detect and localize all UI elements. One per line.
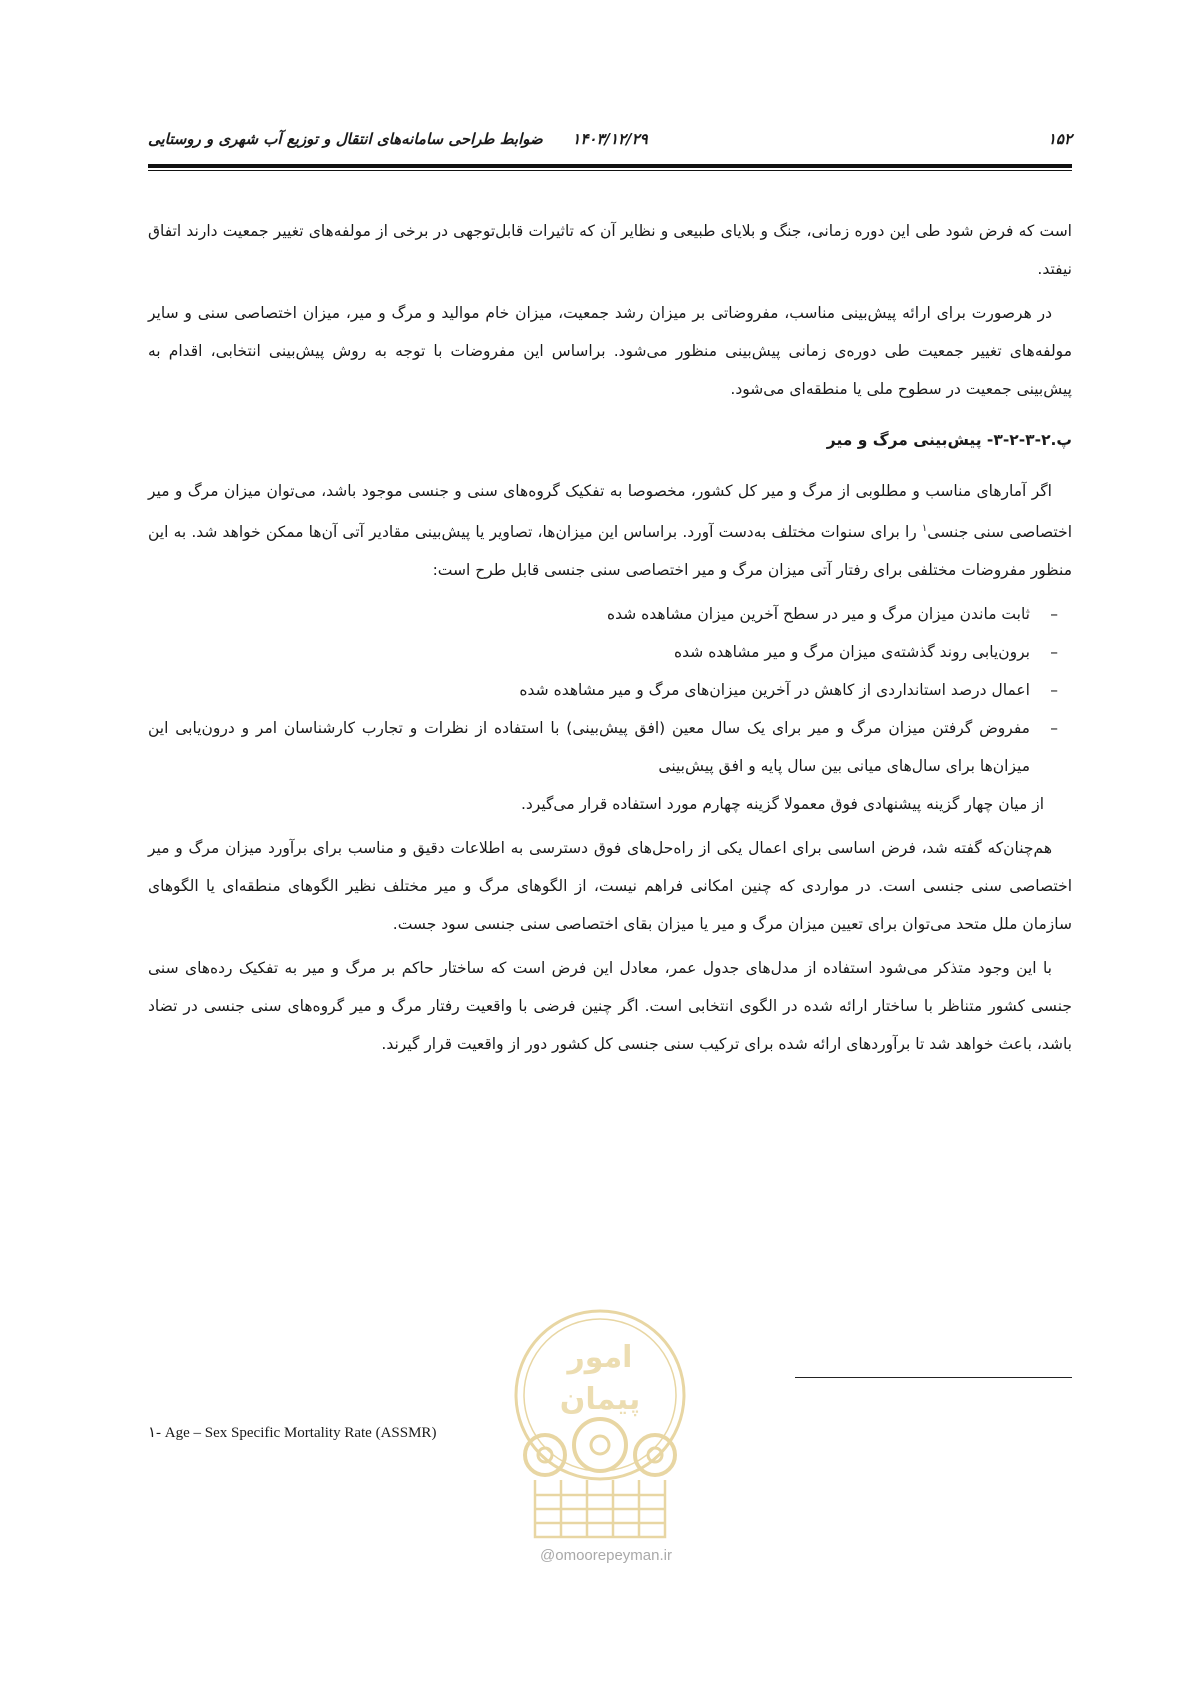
watermark-url: @omoorepeyman.ir	[540, 1547, 672, 1564]
paragraph	[148, 472, 1072, 589]
paragraph: با این وجود متذکر می‌شود استفاده از مدل‌های جدول عمر، معادل این فرض است که ساختار حاکم بر مرگ و میر به تفکیک رده‌های سنی جنسی کشور متناظر با ساختار ارائه شده در الگوی انتخابی است. اگر چنین فرضی با واقعیت رفتار مرگ و میر گروه‌های سنی جنسی در تضاد باشد، باعث خواهد شد تا برآوردهای ارائه شده برای ترکیب سنی جنسی کل کشور دور از واقعیت قرار گیرند.	[148, 959, 1072, 1054]
footnote-separator	[795, 1377, 1072, 1378]
paragraph: هم‌چنان‌که گفته شد، فرض اساسی برای اعمال یکی از راه‌حل‌های فوق دسترسی به اطلاعات دقیق و مناسب برای برآورد میزان مرگ و میر اختصاصی سنی جنسی است. در مواردی که چنین امکانی فراهم نیست، از الگوهای مرگ و میر مختلف نظیر الگوهای منطقه‌ای یا الگوهای سازمان ملل متحد می‌توان برای تعیین میزان مرگ و میر یا میزان بقای اختصاصی سنی جنسی سود جست.	[148, 839, 1072, 934]
logo-lettering: امور	[567, 1340, 633, 1375]
list-item-text: ثابت ماندن میزان مرگ و میر در سطح آخرین میزان مشاهده شده	[607, 605, 1030, 624]
dash-bullet: –	[1050, 643, 1058, 662]
footnote-ref[interactable]: ۱	[921, 523, 928, 534]
paragraph: است که فرض شود طی این دوره زمانی، جنگ و بلایای طبیعی و نظایر آن که تاثیرات قابل‌توجهی در برخی از مولفه‌های تغییر جمعیت دارند اتفاق نیفتد.	[148, 222, 1072, 278]
page-number: ۱۵۲	[1047, 130, 1072, 148]
dash-bullet: –	[1050, 605, 1058, 624]
header-title: ضوابط طراحی سامانه‌های انتقال و توزیع آب شهری و روستایی	[148, 130, 543, 148]
document-body	[148, 212, 1072, 1069]
dash-bullet: –	[1050, 719, 1058, 738]
list-item-text: اعمال درصد استانداردی از کاهش در آخرین میزان‌های مرگ و میر مشاهده شده	[519, 681, 1030, 700]
dash-bullet: –	[1050, 681, 1058, 700]
paragraph-text: را برای سنوات مختلف به‌دست آورد. براساس این میزان‌ها، تصاویر یا پیش‌بینی مقادیر آتی آن‌ها ممکن خواهد شد. به این منظور مفروضات مختلفی برای رفتار آتی میزان مرگ و میر اختصاصی سنی جنسی قابل طرح است:	[148, 523, 1072, 580]
list-item	[148, 671, 1058, 709]
logo-lettering: پیمان	[559, 1382, 641, 1417]
list-item	[148, 595, 1058, 633]
header-rule-thin	[148, 170, 1072, 171]
header-rule	[148, 164, 1072, 168]
header-date: ۱۴۰۳/۱۲/۲۹	[572, 130, 648, 148]
paragraph: از میان چهار گزینه پیشنهادی فوق معمولا گزینه چهارم مورد استفاده قرار می‌گیرد.	[520, 795, 1044, 814]
footnote: ۱- Age – Sex Specific Mortality Rate (ASSMR)	[148, 1425, 437, 1441]
paragraph-text: اگر آمارهای مناسب و مطلوبی از مرگ و میر کل کشور، مخصوصا به تفکیک گروه‌های سنی و جنسی موجود باشد، می‌توان میزان مرگ و میر اختصاصی سنی جنسی	[148, 482, 1072, 542]
list-item-text: مفروض گرفتن میزان مرگ و میر برای یک سال معین (افق پیش‌بینی) با استفاده از نظرات و تجارب کارشناسان امر و درون‌یابی این میزان‌ها برای سال‌های میانی بین سال پایه و افق پیش‌بینی	[148, 719, 1030, 776]
section-heading: پ.۲-۳-۲-۳- پیش‌بینی مرگ و میر	[826, 431, 1072, 449]
list-item	[148, 709, 1058, 785]
page-header	[148, 124, 1072, 156]
options-list	[148, 595, 1072, 785]
paragraph: در هرصورت برای ارائه پیش‌بینی مناسب، مفروضاتی بر میزان رشد جمعیت، میزان خام موالید و مرگ و میر، میزان اختصاصی سنی و سایر مولفه‌های تغییر جمعیت طی دوره‌ی زمانی پیش‌بینی منظور می‌شود. براساس این مفروضات با توجه به روش پیش‌بینی انتخابی، اقدام به پیش‌بینی جمعیت در سطوح ملی یا منطقه‌ای می‌شود.	[148, 304, 1072, 398]
list-item-text: برون‌یابی روند گذشته‌ی میزان مرگ و میر مشاهده شده	[674, 643, 1030, 662]
list-item	[148, 633, 1058, 671]
